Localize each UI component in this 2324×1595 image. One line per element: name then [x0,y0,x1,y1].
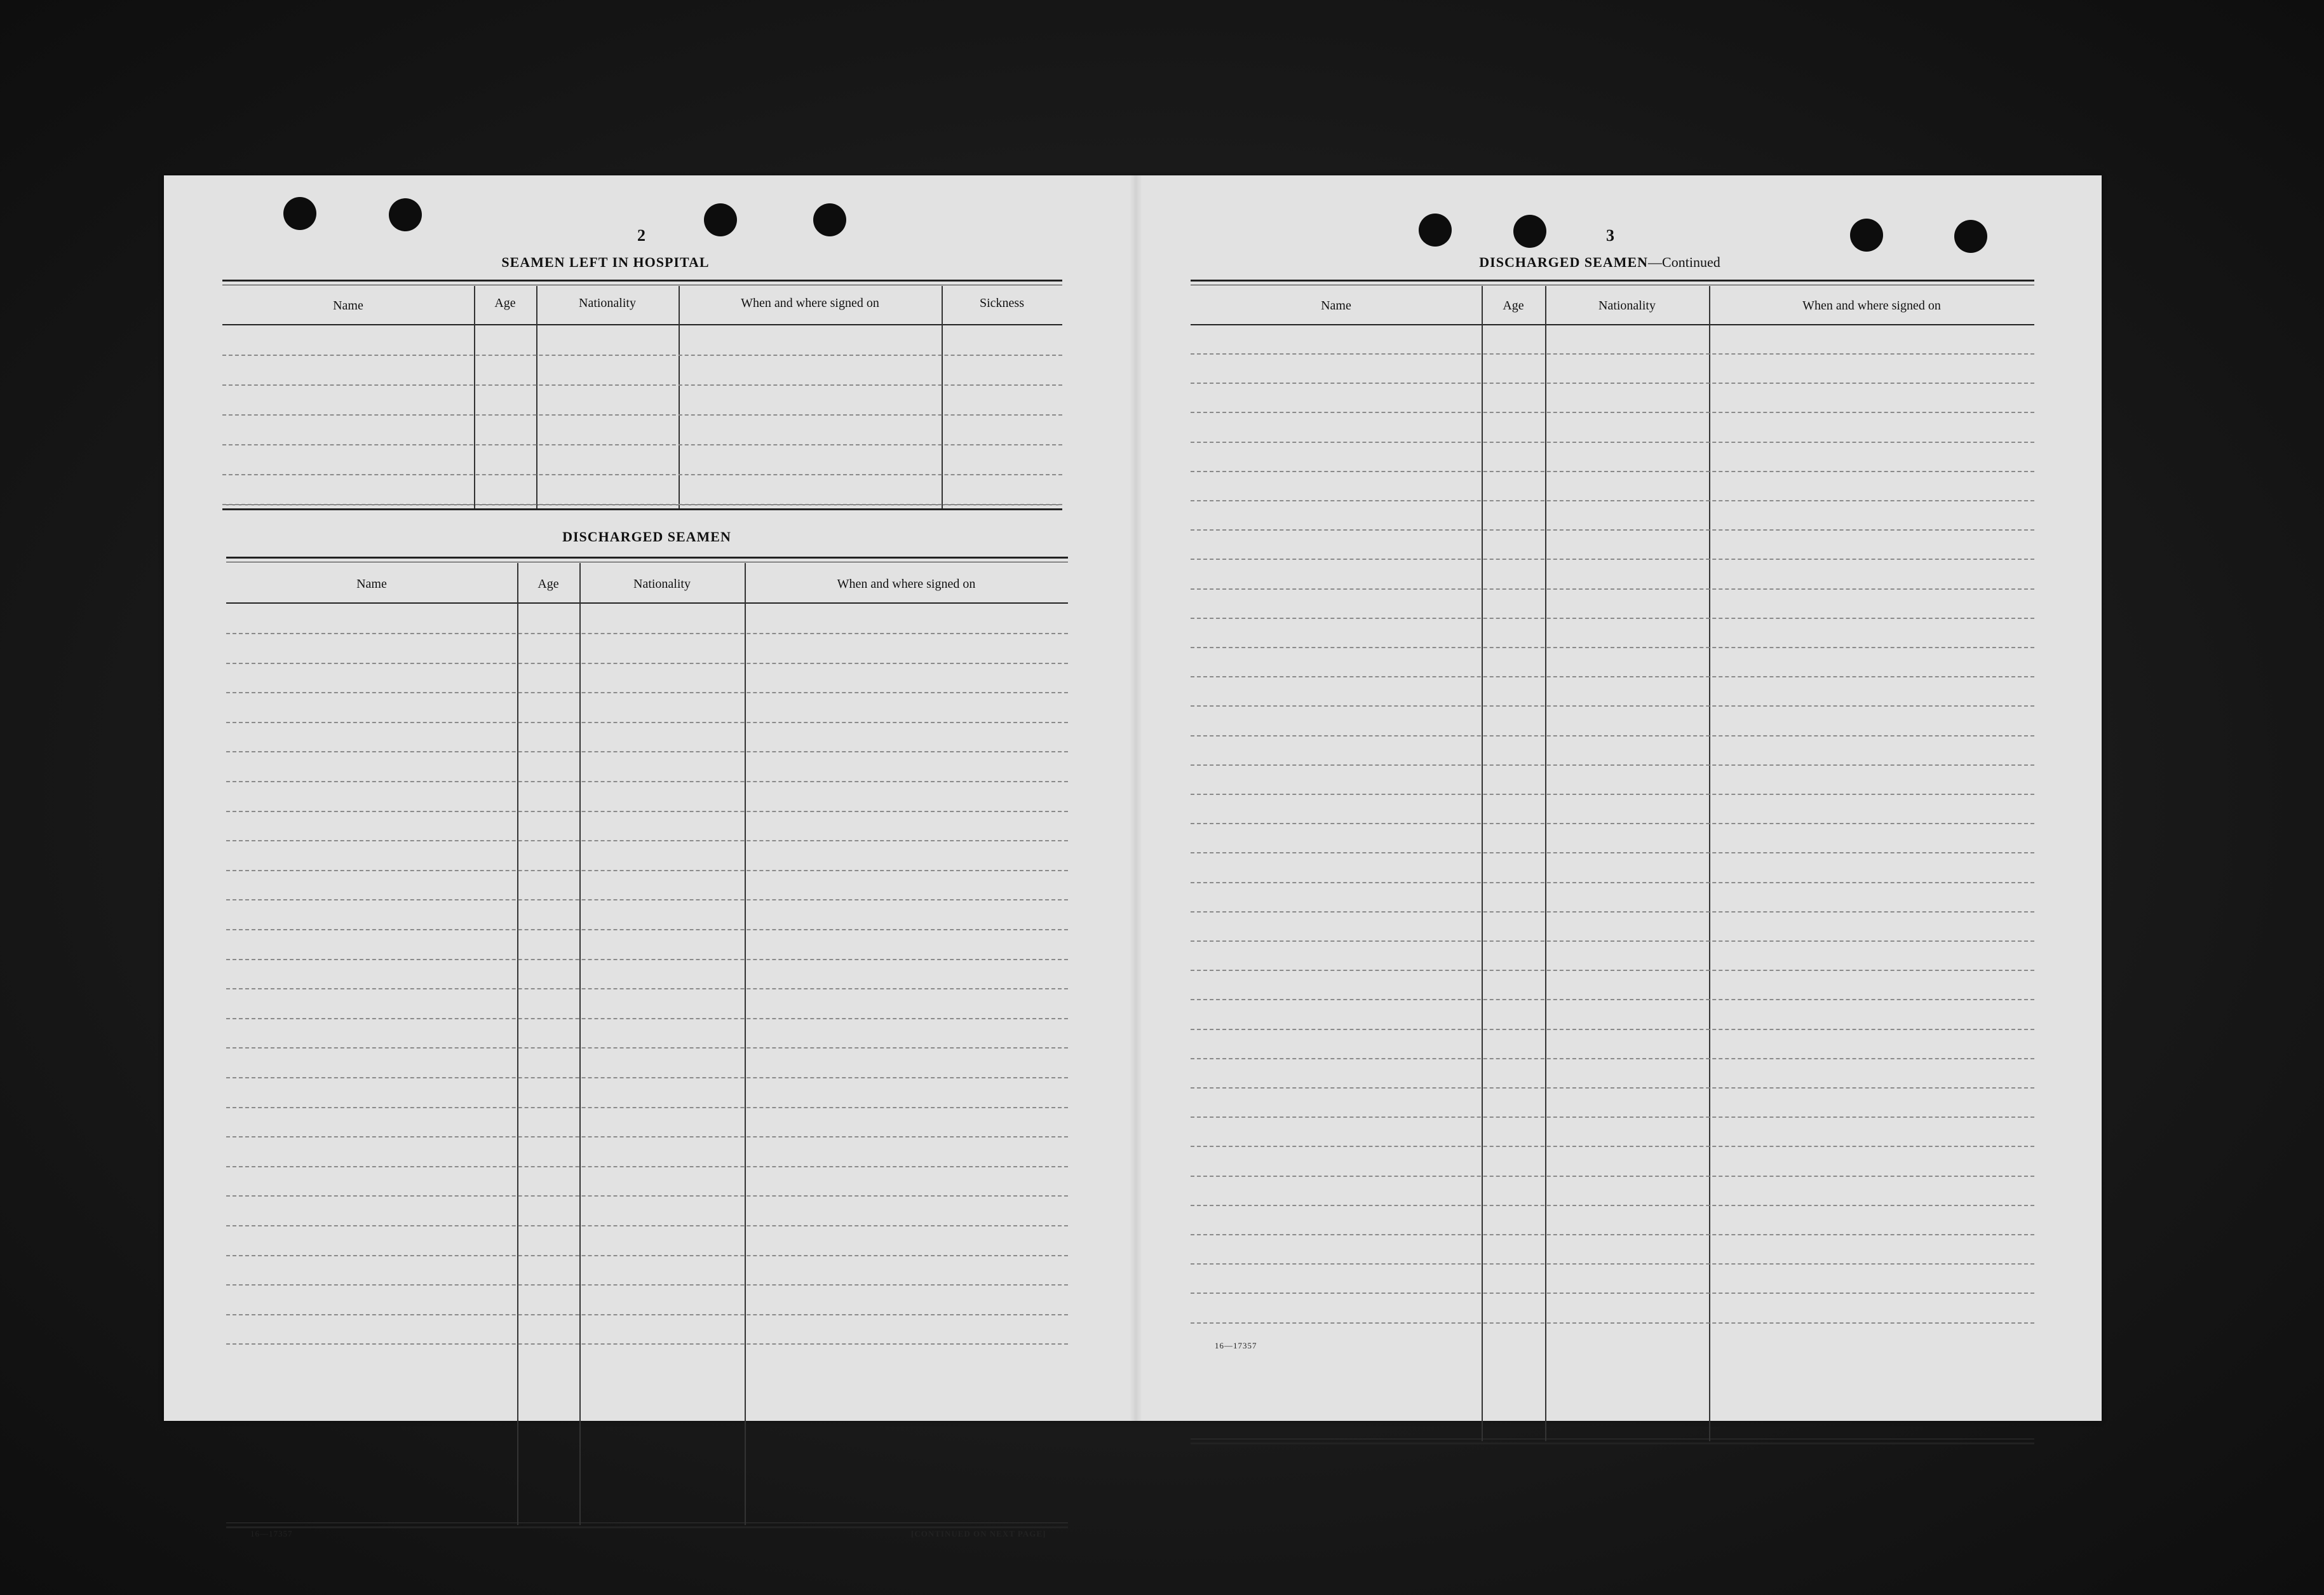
continued-note: [CONTINUED ON NEXT PAGE] [911,1529,1046,1538]
punch-hole [704,203,737,236]
table-row [1191,1234,2034,1235]
punch-hole [813,203,846,236]
table-row [226,959,1068,960]
table-row [226,1077,1068,1078]
form-number: 16—17357 [1215,1341,1257,1350]
column-header-age: Age [537,577,559,591]
table-row [222,414,1062,416]
column-header-when-where-signed-on: When and where signed on [1802,299,1941,313]
left-page-number: 2 [637,226,645,245]
punch-hole [283,197,316,230]
discharged-table [226,557,1068,1529]
table-row [222,444,1062,445]
table-row [1191,705,2034,707]
table-row [226,811,1068,812]
table-row [1191,412,2034,413]
discharged-section-title: DISCHARGED SEAMEN [562,529,731,545]
table-row [1191,1263,2034,1265]
column-header-nationality: Nationality [1598,299,1656,313]
table-row [226,722,1068,723]
table-row [1191,353,2034,355]
table-row [226,1255,1068,1256]
punch-hole [1954,220,1987,253]
table-row [1191,676,2034,677]
table-row [226,692,1068,693]
table-row [226,1314,1068,1315]
table-row [1191,647,2034,648]
table-row [226,899,1068,900]
form-number: 16—17357 [250,1529,293,1538]
discharged-continued-title-main: DISCHARGED SEAMEN [1479,254,1649,270]
table-row [1191,1176,2034,1177]
table-row [1191,940,2034,942]
table-row [1191,500,2034,501]
table-row [226,781,1068,782]
table-row [226,988,1068,989]
table-row [226,1047,1068,1049]
table-row [1191,529,2034,531]
table-row [222,355,1062,356]
table-row [1191,1058,2034,1059]
column-header-sickness: Sickness [980,296,1024,310]
table-row [226,663,1068,664]
column-header-nationality: Nationality [633,577,691,591]
column-header-name: Name [1321,299,1351,313]
table-row [1191,1205,2034,1206]
table-row [226,929,1068,930]
document-sheet [164,175,2102,1538]
column-header-name: Name [356,577,387,591]
table-row [1191,442,2034,443]
table-row [1191,852,2034,853]
table-row [1191,1293,2034,1294]
table-row [1191,970,2034,971]
column-header-age: Age [1503,299,1524,313]
table-row [226,1284,1068,1286]
table-row [1191,383,2034,384]
table-row [1191,559,2034,560]
page-fold [1130,175,1142,1421]
table-row [1191,1146,2034,1147]
table-row [226,1136,1068,1137]
table-row [1191,794,2034,795]
table-row [222,384,1062,386]
table-row [226,1107,1068,1108]
table-row [222,504,1062,505]
table-row [226,751,1068,752]
column-header-nationality: Nationality [579,296,636,310]
punch-hole [1850,219,1883,252]
punch-hole [389,198,422,231]
table-row [1191,1029,2034,1030]
table-row [1191,588,2034,590]
table-row [1191,1116,2034,1118]
table-row [226,1018,1068,1019]
column-header-name: Name [333,299,363,313]
table-row [1191,911,2034,913]
column-header-age: Age [494,296,516,310]
table-row [1191,471,2034,472]
table-row [1191,1322,2034,1324]
right-page-number: 3 [1606,226,1614,245]
hospital-section-title: SEAMEN LEFT IN HOSPITAL [501,254,710,270]
table-row [1191,1087,2034,1089]
table-row [226,870,1068,871]
discharged-continued-title [1435,254,1765,271]
table-row [1191,735,2034,736]
table-row [226,1343,1068,1345]
table-row [1191,823,2034,824]
table-row [226,633,1068,634]
punch-hole [1419,214,1452,247]
table-row [226,840,1068,841]
table-row [226,1195,1068,1197]
table-row [226,1166,1068,1167]
table-row [1191,882,2034,883]
hospital-table [222,280,1062,512]
table-row [1191,618,2034,619]
table-row [222,474,1062,475]
continued-suffix: —Continued [1648,254,1720,270]
punch-hole [1513,215,1546,248]
column-header-when-where-signed-on: When and where signed on [837,577,976,591]
discharged-continued-table [1191,280,2034,1512]
table-row [1191,764,2034,766]
table-row [226,1225,1068,1226]
column-header-when-where-signed-on: When and where signed on [741,296,879,310]
table-row [1191,999,2034,1000]
